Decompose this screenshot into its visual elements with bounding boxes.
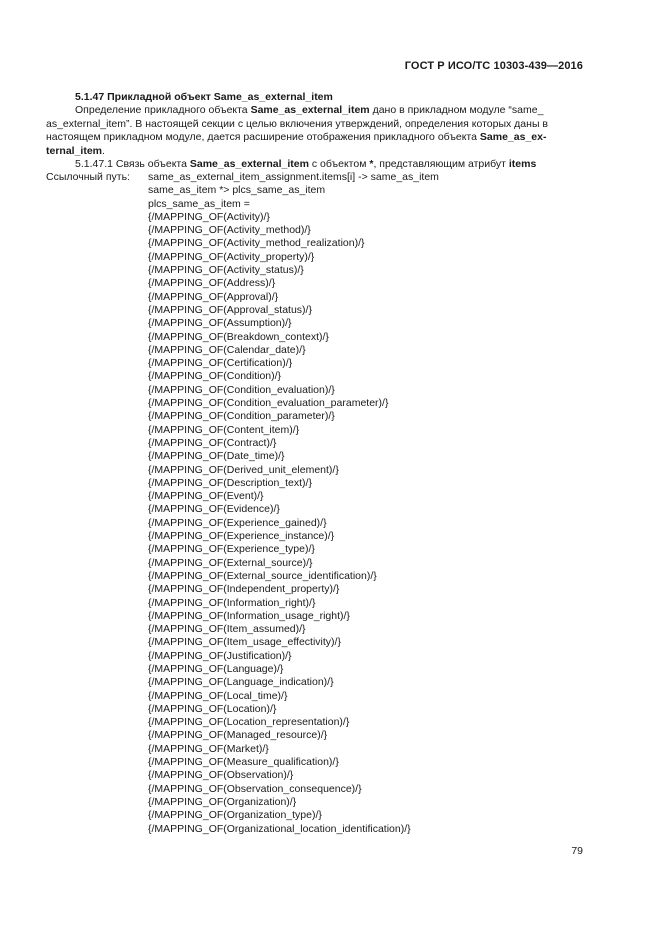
subsection-text: , представляющим атрибут [373,158,509,170]
reference-path-line: {/MAPPING_OF(External_source)/} [148,556,313,569]
reference-path-line: {/MAPPING_OF(Market)/} [148,742,269,755]
paragraph-text: Определение прикладного объекта [75,104,251,116]
reference-path-line: {/MAPPING_OF(Calendar_date)/} [148,343,306,356]
entity-name: Same_as_external_item [189,158,309,170]
reference-path-line: {/MAPPING_OF(External_source_identification)/} [148,569,377,582]
reference-path-line: {/MAPPING_OF(Measure_qualification)/} [148,756,339,769]
reference-path-line: {/MAPPING_OF(Breakdown_context)/} [148,330,329,343]
entity-name: ternal_item [46,144,103,157]
reference-path-line: {/MAPPING_OF(Experience_instance)/} [148,530,335,543]
reference-path-line: {/MAPPING_OF(Contract)/} [148,436,277,449]
reference-path-line: {/MAPPING_OF(Activity_status)/} [148,264,304,277]
reference-path-line: {/MAPPING_OF(Location)/} [148,702,277,715]
reference-path-line: {/MAPPING_OF(Derived_unit_element)/} [148,463,339,476]
reference-path-line: {/MAPPING_OF(Condition_parameter)/} [148,410,335,423]
entity-name: Same_as_ex- [479,131,547,143]
reference-path-line: {/MAPPING_OF(Approval)/} [148,290,279,303]
reference-path-line: {/MAPPING_OF(Location_representation)/} [148,716,350,729]
reference-path-label: Ссылочный путь: [46,171,130,183]
reference-path-line: {/MAPPING_OF(Information_right)/} [148,596,316,609]
reference-path-line: {/MAPPING_OF(Justification)/} [148,649,292,662]
paragraph-line-3 [46,131,582,145]
reference-path-line: {/MAPPING_OF(Organization)/} [148,795,297,808]
reference-path-line: {/MAPPING_OF(Item_assumed)/} [148,623,306,636]
reference-path-line: {/MAPPING_OF(Evidence)/} [148,503,280,516]
reference-path-line: {/MAPPING_OF(Date_time)/} [148,450,285,463]
reference-path-line: same_as_external_item_assignment.items[i] -> same_as_item [148,171,439,183]
reference-path-line: {/MAPPING_OF(Language_indication)/} [148,676,334,689]
paragraph-line-2 [46,118,582,132]
reference-path-line: plcs_same_as_item = [148,197,250,210]
reference-path-line: {/MAPPING_OF(Certification)/} [148,357,293,370]
entity-name: * [369,158,374,170]
definition-paragraph [46,104,582,158]
reference-path-line: {/MAPPING_OF(Activity_method)/} [148,224,311,237]
reference-path-line: {/MAPPING_OF(Observation)/} [148,769,294,782]
paragraph-line-1 [46,104,582,118]
standard-header: ГОСТ Р ИСО/ТС 10303-439—2016 [404,60,583,72]
subsection-text: 5.1.47.1 Связь объекта [75,158,190,170]
module-name: as_external_item” [46,117,130,130]
reference-path-line: {/MAPPING_OF(Activity_property)/} [148,250,315,263]
reference-path-line: {/MAPPING_OF(Observation_consequence)/} [148,782,362,795]
page-number: 79 [571,845,583,857]
module-name: “same_ [508,104,544,116]
reference-path-line: {/MAPPING_OF(Approval_status)/} [148,303,312,316]
subsection-heading [75,158,536,170]
reference-path-line: {/MAPPING_OF(Event)/} [148,490,264,503]
section-title: 5.1.47 Прикладной объект Same_as_external_item [75,91,333,103]
reference-path-line: {/MAPPING_OF(Activity)/} [148,210,270,223]
reference-path-line: {/MAPPING_OF(Information_usage_right)/} [148,609,350,622]
reference-path-line: same_as_item *> plcs_same_as_item [148,184,326,197]
reference-path-line: {/MAPPING_OF(Experience_type)/} [148,543,315,556]
reference-path-line: {/MAPPING_OF(Content_item)/} [148,423,300,436]
reference-path-block [148,171,439,836]
entity-name: Same_as_external_item [250,104,370,116]
reference-path-line: {/MAPPING_OF(Address)/} [148,277,276,290]
reference-path-line: {/MAPPING_OF(Independent_property)/} [148,583,340,596]
paragraph-line-4 [46,145,582,159]
reference-path-line: {/MAPPING_OF(Organizational_location_identification)/} [148,822,411,835]
reference-path-line: {/MAPPING_OF(Condition)/} [148,370,282,383]
paragraph-text: дано в прикладном модуле [369,104,509,116]
reference-path-line: {/MAPPING_OF(Experience_gained)/} [148,516,327,529]
reference-path-line: {/MAPPING_OF(Condition_evaluation)/} [148,383,335,396]
reference-path-line: {/MAPPING_OF(Organization_type)/} [148,809,322,822]
reference-path-line: {/MAPPING_OF(Description_text)/} [148,476,312,489]
paragraph-text: . В настоящей секции с целью включения утверждений, определения которых даны в [129,117,548,130]
reference-path-line: {/MAPPING_OF(Activity_method_realization)/} [148,237,365,250]
subsection-text: с объектом [308,158,370,170]
paragraph-text: настоящем прикладном модуле, дается расширение отображения прикладного объекта [46,131,480,143]
reference-path-line: {/MAPPING_OF(Local_time)/} [148,689,288,702]
reference-path-line: {/MAPPING_OF(Item_usage_effectivity)/} [148,636,341,649]
attribute-name: items [508,158,537,170]
paragraph-text: . [102,144,105,157]
reference-path-line: {/MAPPING_OF(Assumption)/} [148,317,292,330]
reference-path-line: {/MAPPING_OF(Language)/} [148,662,284,675]
reference-path-line: {/MAPPING_OF(Condition_evaluation_parameter)/} [148,397,389,410]
reference-path-line: {/MAPPING_OF(Managed_resource)/} [148,729,328,742]
